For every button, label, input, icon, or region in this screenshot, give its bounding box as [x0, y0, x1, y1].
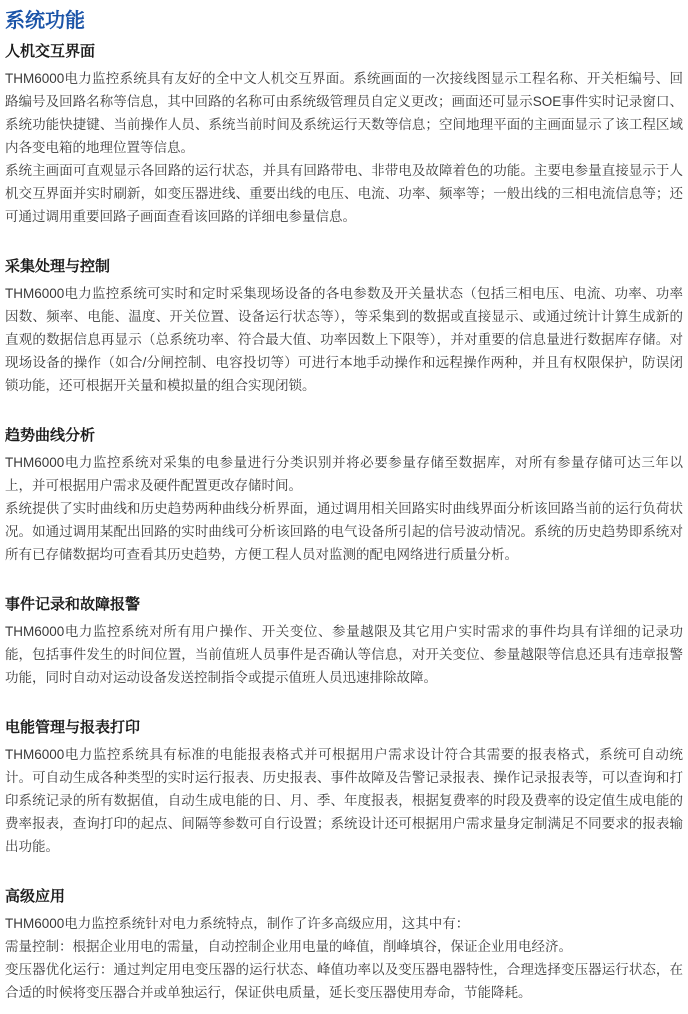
section-acquisition-and-control [5, 257, 683, 397]
section-event-record-and-fault-alarm [5, 595, 683, 689]
paragraph: THM6000电力监控系统可实时和定时采集现场设备的各电参数及开关量状态（包括三相电压、电流、功率、功率因数、频率、电能、温度、开关位置、设备运行状态等），等采集到的数据或直接显示、或通过统计计算生成新的直观的数据信息再显示（总系统功率、符合最大值、功率因数上下限等），并对重要的信息量进行数据库存储。对现场设备的操作（如合/分闸控制、电容投切等）可进行本地手动操作和远程操作两种，并且有权限保护，防误闭锁功能，还可根据开关量和模拟量的组合实现闭锁。 [5, 286, 683, 393]
page-title: 系统功能 [5, 10, 85, 32]
section-heading: 事件记录和故障报警 [5, 596, 141, 613]
paragraph: THM6000电力监控系统对所有用户操作、开关变位、参量越限及其它用户实时需求的事件均具有详细的记录功能，包括事件发生的时间位置，当前值班人员事件是否确认等信息，对开关变位、参量越限等信息还具有违章报警功能，同时自动对运动设备发送控制指令或提示值班人员迅速排除故障。 [5, 624, 683, 685]
paragraph: THM6000电力监控系统针对电力系统特点，制作了许多高级应用，这其中有： [5, 916, 470, 931]
paragraph: 系统主画面可直观显示各回路的运行状态，并具有回路带电、非带电及故障着色的功能。主要电参量直接显示于人机交互界面并实时刷新，如变压器进线、重要出线的电压、电流、功率、频率等；一般出线的三相电流信息等；还可通过调用重要回路子画面查看该回路的详细电参量信息。 [5, 163, 683, 224]
section-heading: 电能管理与报表打印 [5, 719, 141, 736]
section-trend-curve-analysis [5, 426, 683, 566]
section-advanced-applications [5, 887, 683, 1004]
section-heading: 趋势曲线分析 [5, 427, 96, 444]
section-heading: 采集处理与控制 [5, 258, 111, 275]
section-human-machine-interface [5, 42, 683, 228]
section-heading: 高级应用 [5, 888, 66, 905]
paragraph: THM6000电力监控系统具有标准的电能报表格式并可根据用户需求设计符合其需要的报表格式，系统可自动统计。可自动生成各种类型的实时运行报表、历史报表、事件故障及告警记录报表、操作记录报表等，可以查询和打印系统记录的所有数据值，自动生成电能的日、月、季、年度报表，根据复费率的时段及费率的设定值生成电能的费率报表，查询打印的起点、间隔等参数可自行设置；系统设计还可根据用户需求量身定制满足不同要求的报表输出功能。 [5, 747, 683, 854]
paragraph: 系统提供了实时曲线和历史趋势两种曲线分析界面，通过调用相关回路实时曲线界面分析该回路当前的运行负荷状况。如通过调用某配出回路的实时曲线可分析该回路的电气设备所引起的信号波动情况。系统的历史趋势即系统对所有已存储数据均可查看其历史趋势，方便工程人员对监测的配电网络进行质量分析。 [5, 501, 683, 562]
section-energy-management-and-report-printing [5, 718, 683, 858]
paragraph: 需量控制：根据企业用电的需量，自动控制企业用电量的峰值，削峰填谷，保证企业用电经济。 [5, 939, 572, 954]
paragraph: THM6000电力监控系统对采集的电参量进行分类识别并将必要参量存储至数据库，对所有参量存储可达三年以上，并可根据用户需求及硬件配置更改存储时间。 [5, 455, 683, 493]
paragraph: THM6000电力监控系统具有友好的全中文人机交互界面。系统画面的一次接线图显示工程名称、开关柜编号、回路编号及回路名称等信息，其中回路的名称可由系统级管理员自定义更改；画面还可显示SOE事件实时记录窗口、系统功能快捷键、当前操作人员、系统当前时间及系统运行天数等信息；空间地理平面的主画面显示了该工程区域内各变电箱的地理位置等信息。 [5, 71, 683, 155]
section-heading: 人机交互界面 [5, 43, 96, 60]
document-page [5, 8, 683, 1004]
paragraph: 变压器优化运行：通过判定用电变压器的运行状态、峰值功率以及变压器电器特性，合理选择变压器运行状态，在合适的时候将变压器合并或单独运行，保证供电质量，延长变压器使用寿命，节能降耗。 [5, 962, 683, 1000]
